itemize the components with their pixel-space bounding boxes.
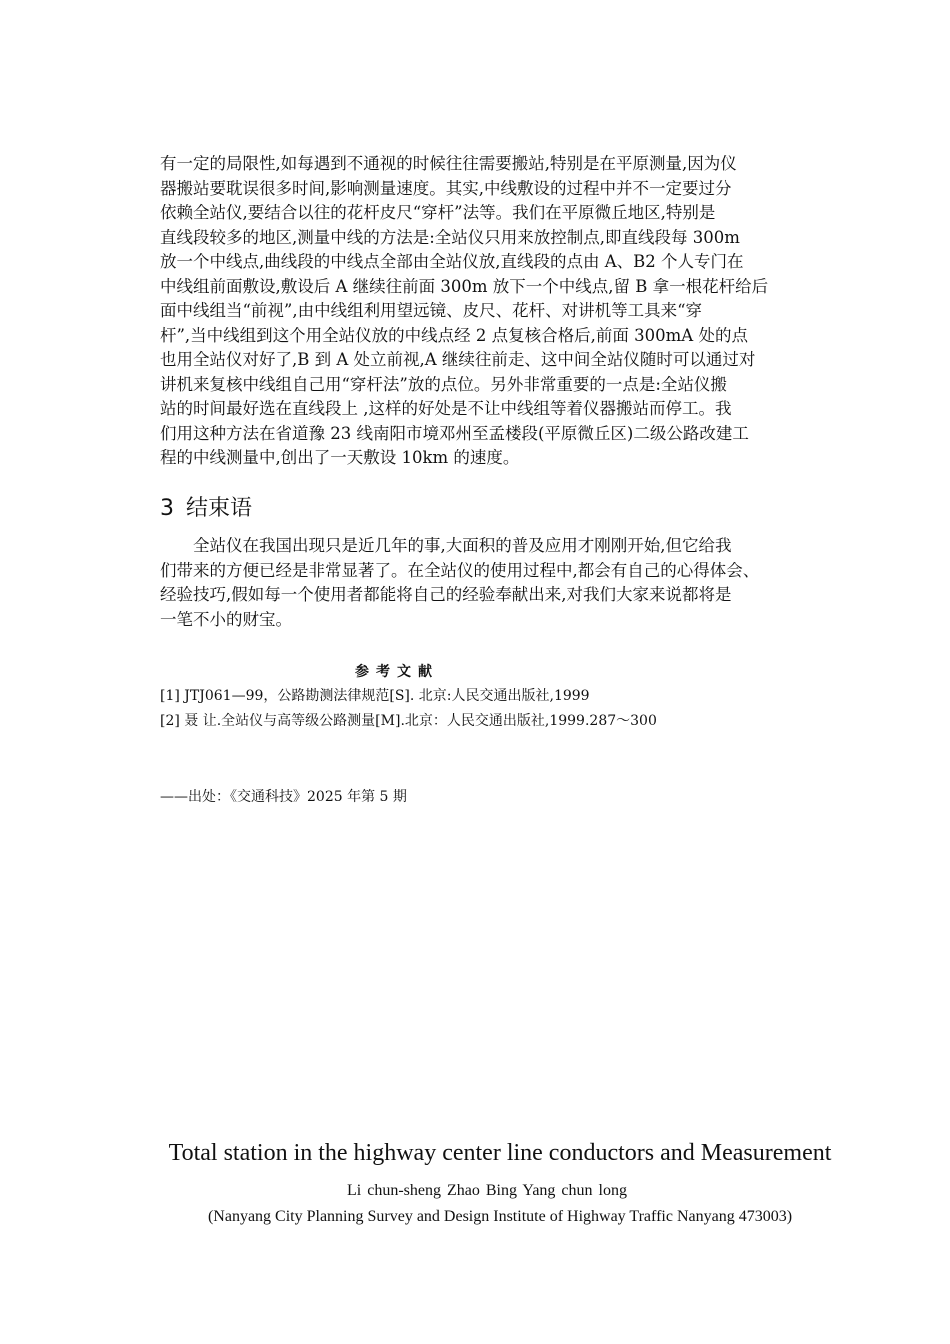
paragraph-line: 杆”,当中线组到这个用全站仪放的中线点经 2 点复核合格后,前面 300mA 处的点: [160, 325, 748, 345]
paragraph-line: 依赖全站仪,要结合以往的花杆皮尺“穿杆”法等。我们在平原微丘地区,特别是: [160, 203, 716, 222]
paragraph-line: 放一个中线点,曲线段的中线点全部由全站仪放,直线段的点由 A、B2 个人专门在: [160, 252, 744, 271]
paragraph-line: 直线段较多的地区,测量中线的方法是:全站仪只用来放控制点,即直线段每 300m: [160, 227, 740, 247]
source-note: ——出处：《交通科技》2025 年第 5 期: [160, 789, 407, 805]
paragraph-line: 也用全站仪对好了,B 到 A 处立前视,A 继续往前走、这中间全站仪随时可以通过对: [160, 350, 756, 369]
paragraph-line: 一笔不小的财宝。: [160, 609, 292, 629]
paragraph-line: 中线组前面敷设,敷设后 A 继续往前面 300m 放下一个中线点,留 B 拿一根花杆给后: [160, 276, 769, 296]
reference-item: [2] 聂 让.全站仪与高等级公路测量[M].北京：人民交通出版社,1999.287～300: [160, 713, 657, 729]
paragraph-line: 讲机来复核中线组自己用“穿杆法”放的点位。另外非常重要的一点是:全站仪搬: [160, 374, 727, 394]
section-heading: [160, 494, 252, 524]
paragraph-line: 站的时间最好选在直线段上 ,这样的好处是不让中线组等着仪器搬站而停工。我: [160, 399, 732, 418]
paragraph-line: 经验技巧,假如每一个使用者都能将自己的经验奉献出来,对我们大家来说都将是: [160, 585, 732, 604]
reference-item: [1] JTJ061—99，公路勘测法律规范[S]. 北京:人民交通出版社,1999: [160, 688, 590, 704]
paragraph-line: 有一定的局限性,如每遇到不通视的时候往往需要搬站,特别是在平原测量,因为仪: [160, 154, 737, 173]
section-title: 结束语: [186, 496, 253, 521]
english-title: Total station in the highway center line conductors and Measurement: [168, 1140, 832, 1166]
paragraph-line: 器搬站要耽误很多时间,影响测量速度。其实,中线敷设的过程中并不一定要过分: [160, 178, 732, 198]
paragraph-line: 全站仪在我国出现只是近几年的事,大面积的普及应用才刚刚开始,但它给我: [193, 536, 732, 555]
references-title: 参考文献: [355, 664, 439, 680]
body-paragraph: [160, 152, 850, 471]
section-number: 3: [160, 496, 174, 521]
paragraph-line: 们用这种方法在省道豫 23 线南阳市境邓州至孟楼段(平原微丘区)二级公路改建工: [160, 423, 749, 443]
references-list: [160, 684, 657, 734]
conclusion-paragraph: [160, 534, 850, 632]
paragraph-line: 们带来的方便已经是非常显著了。在全站仪的使用过程中,都会有自己的心得体会、: [160, 560, 760, 580]
english-authors: Li chun-sheng Zhao Bing Yang chun long: [347, 1182, 627, 1199]
paragraph-line: 程的中线测量中,创出了一天敷设 10km 的速度。: [160, 448, 520, 467]
paragraph-line: 面中线组当“前视”,由中线组利用望远镜、皮尺、花杆、对讲机等工具来“穿: [160, 301, 703, 320]
english-affiliation: (Nanyang City Planning Survey and Design Institute of Highway Traffic Nanyang 473003): [207, 1208, 793, 1225]
